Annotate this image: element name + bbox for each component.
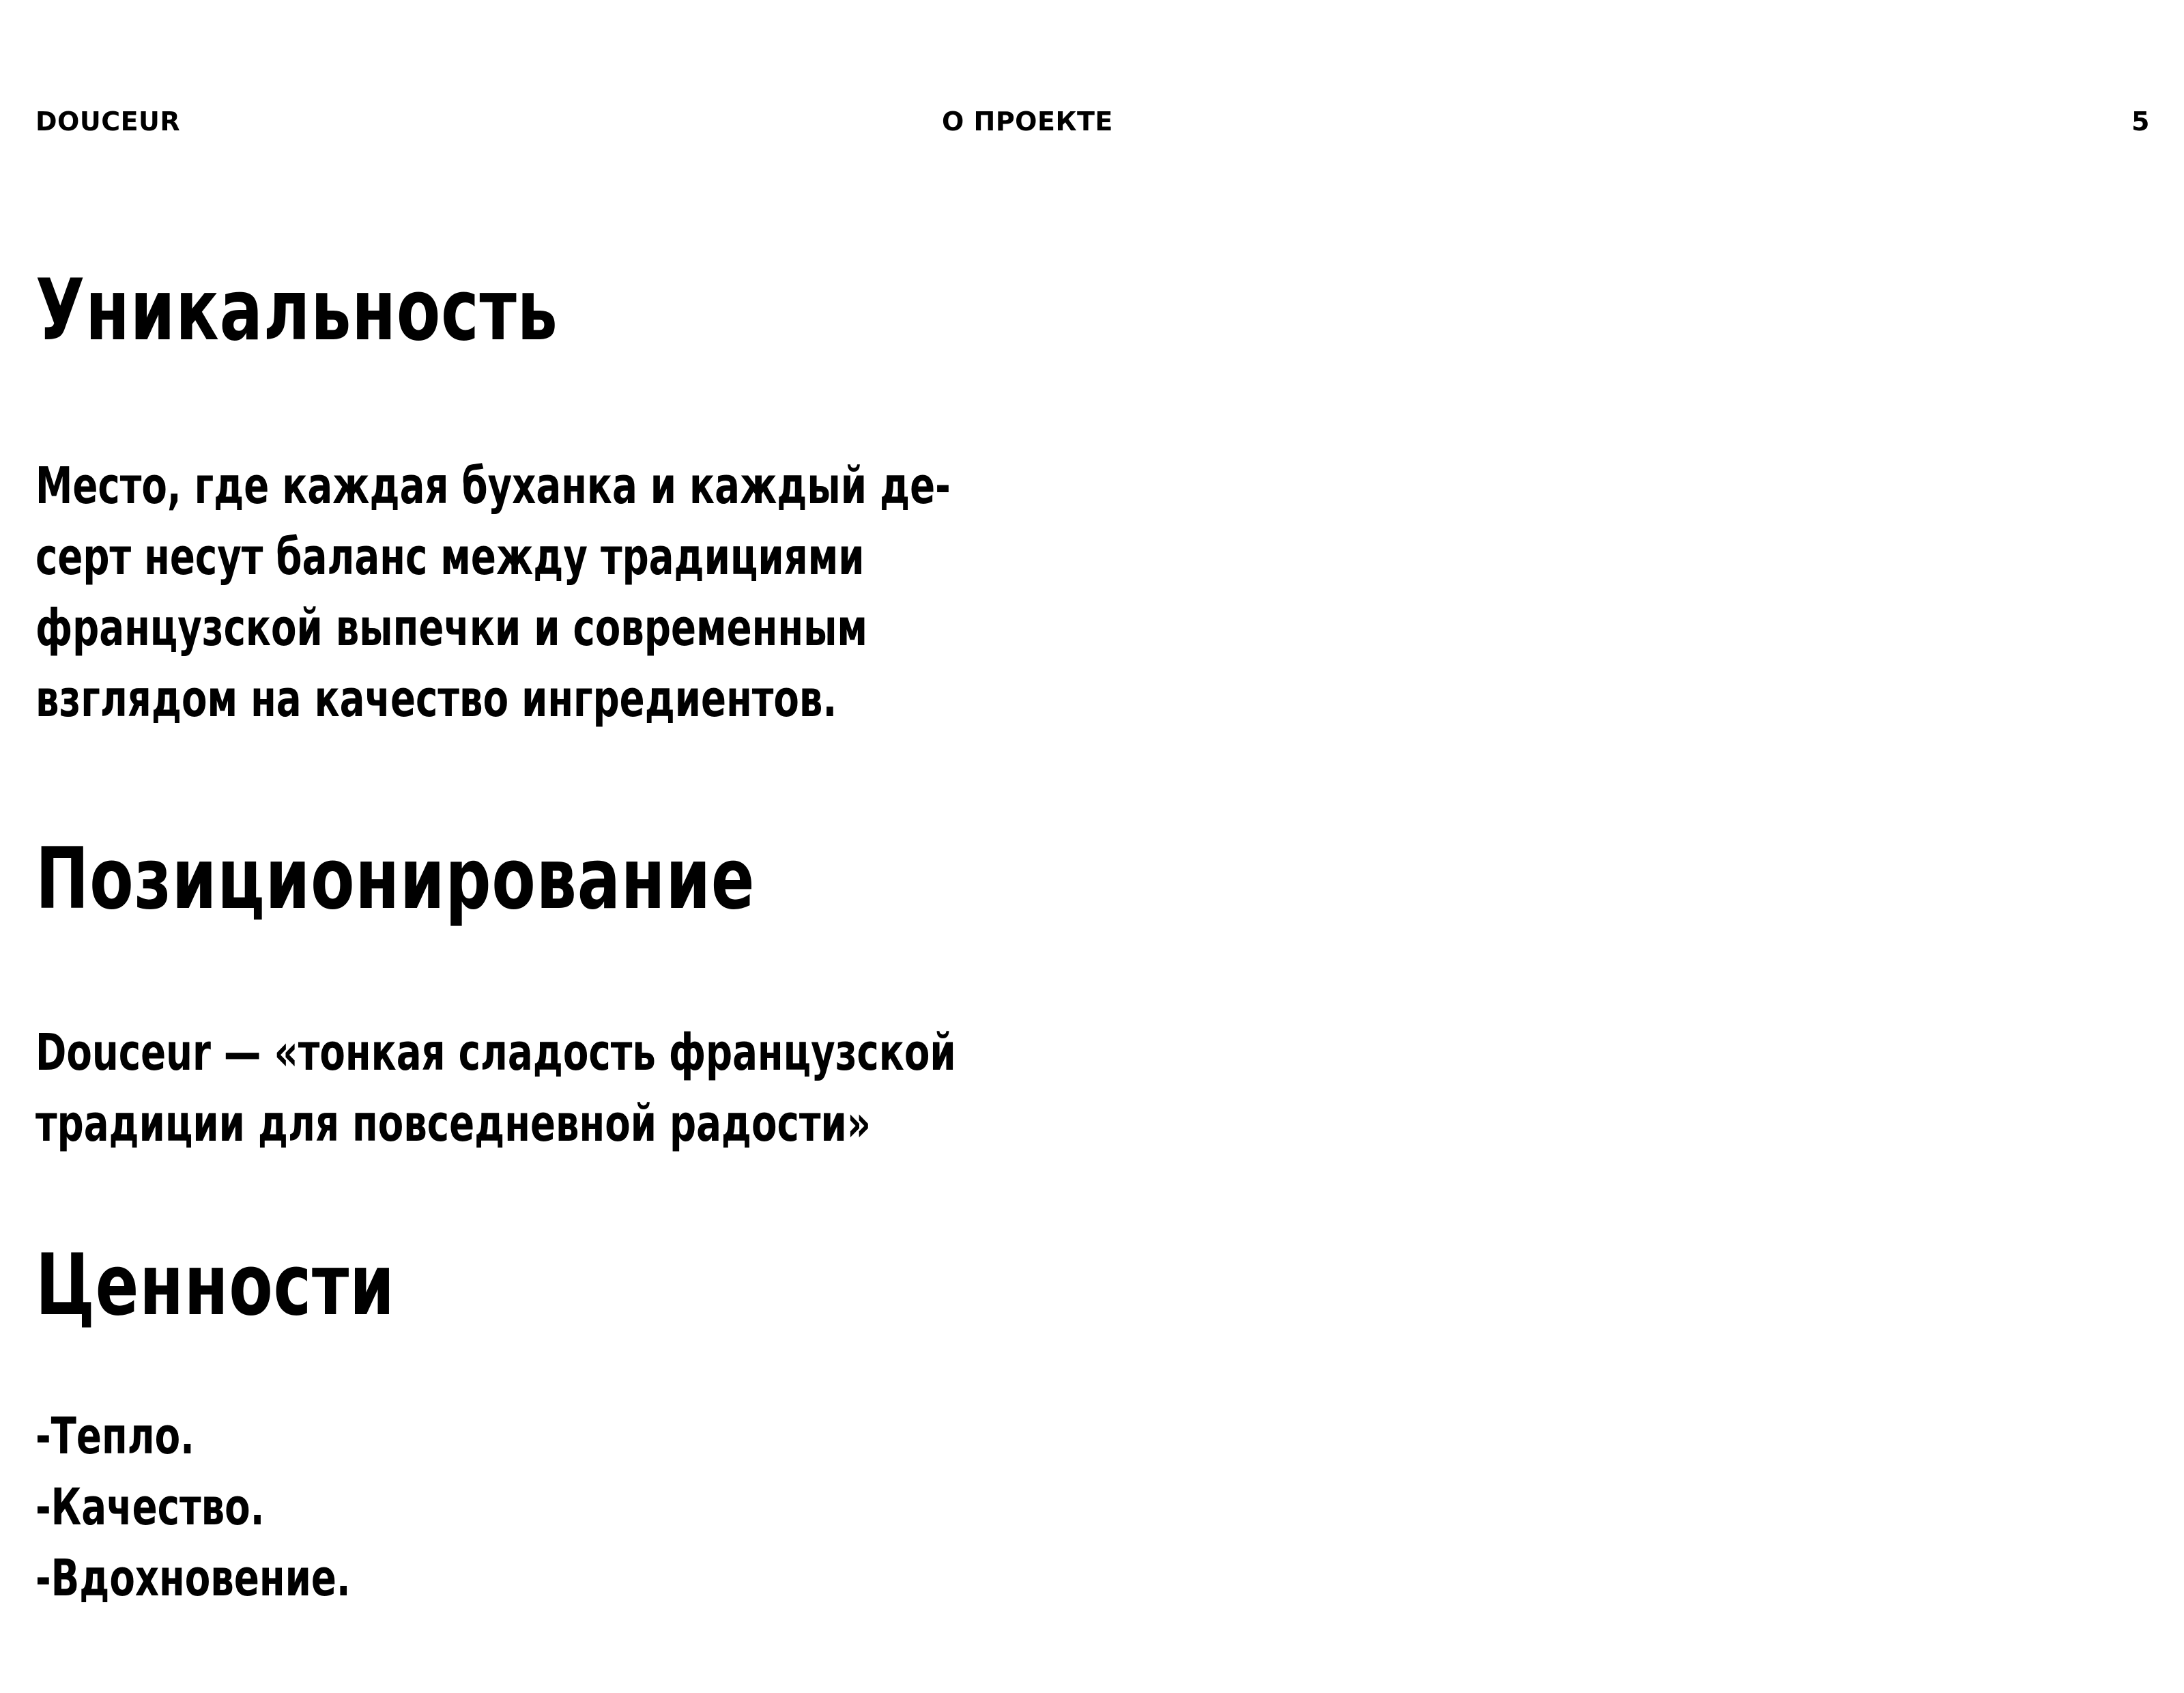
page-number: 5 — [2131, 106, 2150, 137]
uniqueness-line: взглядом на качество ингредиентов. — [35, 670, 837, 728]
values-list-item: -Качество. — [35, 1478, 265, 1537]
positioning-heading: Позиционирование — [35, 830, 756, 928]
uniqueness-line: Место, где каждая буханка и каждый де- — [35, 457, 951, 515]
section-title: О ПРОЕКТЕ — [942, 106, 1113, 137]
brand-name: DOUCEUR — [35, 106, 181, 137]
positioning-line: традиции для повседневной радости» — [35, 1094, 872, 1153]
uniqueness-paragraph — [35, 451, 951, 735]
values-list — [35, 1401, 931, 1614]
uniqueness-heading: Уникальность — [35, 261, 558, 360]
positioning-line: Douceur — «тонкая сладость французской — [35, 1023, 956, 1082]
values-list-item: -Тепло. — [35, 1407, 195, 1466]
uniqueness-line: серт несут баланс между традициями — [35, 528, 865, 586]
positioning-paragraph — [35, 1017, 956, 1159]
values-heading: Ценности — [35, 1236, 395, 1335]
uniqueness-line: французской выпечки и современным — [35, 599, 868, 657]
values-list-item: -Вдохновение. — [35, 1549, 351, 1608]
